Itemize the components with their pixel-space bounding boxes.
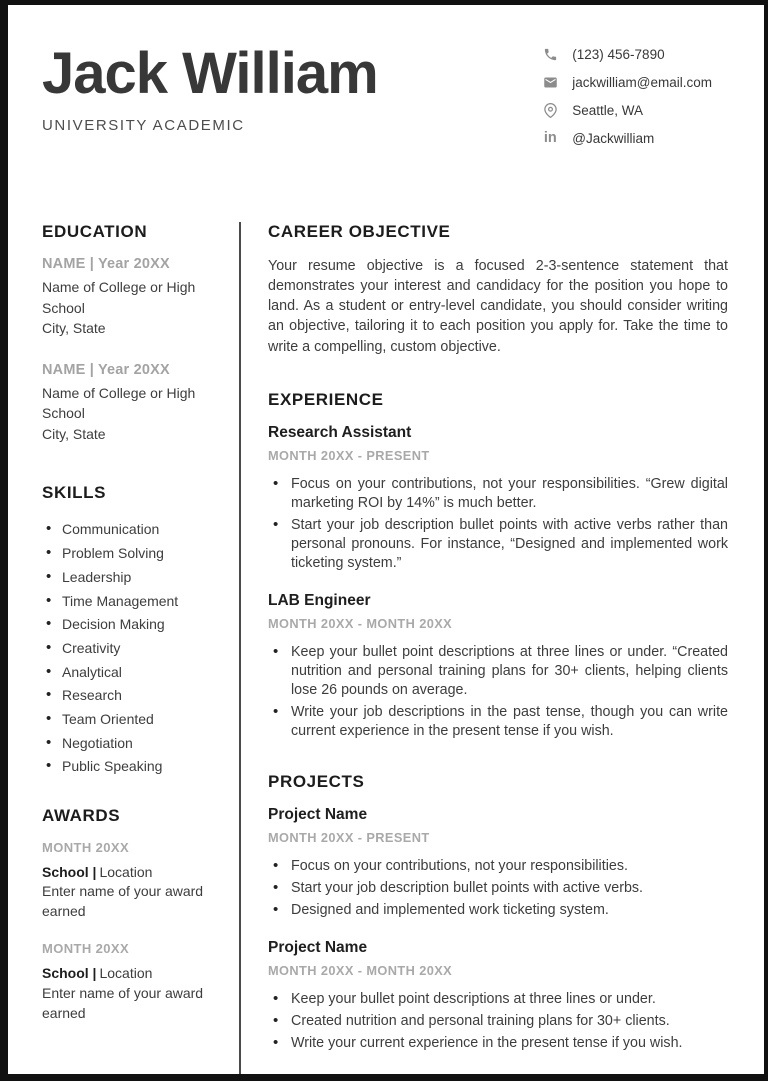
job-bullet: • Write your job descriptions in the past tense, though you can write current experience in the present tense if you wish. bbox=[268, 703, 728, 741]
projects-section bbox=[268, 772, 728, 1053]
skill-item: • Leadership bbox=[42, 568, 229, 586]
sidebar bbox=[8, 222, 239, 1080]
project-item bbox=[268, 806, 728, 920]
award-location: Location bbox=[99, 863, 153, 880]
project-bullets bbox=[268, 857, 728, 920]
project-title: Project Name bbox=[268, 805, 368, 823]
project-bullet: • Focus on your contributions, not your responsibilities. bbox=[268, 857, 728, 876]
skills-list bbox=[42, 520, 229, 775]
skill-item: • Team Oriented bbox=[42, 710, 229, 728]
skill-item: • Time Management bbox=[42, 592, 229, 610]
body-columns bbox=[8, 222, 764, 1080]
job-title: Research Assistant bbox=[268, 423, 412, 441]
project-bullet: • Created nutrition and personal training plans for 30+ clients. bbox=[268, 1012, 728, 1031]
skill-item: • Analytical bbox=[42, 663, 229, 681]
award-description: Enter name of your award earned bbox=[42, 883, 204, 920]
phone-icon bbox=[542, 47, 558, 63]
education-meta: NAME | Year 20XX bbox=[42, 361, 170, 378]
education-entry bbox=[42, 256, 229, 339]
experience-heading: EXPERIENCE bbox=[268, 389, 384, 409]
person-name: Jack William bbox=[42, 41, 378, 106]
award-location: Location bbox=[99, 965, 153, 982]
education-school: Name of College or High School bbox=[42, 384, 196, 422]
job-bullets bbox=[268, 643, 728, 741]
skills-section bbox=[42, 483, 229, 775]
project-title: Project Name bbox=[268, 938, 368, 956]
award-date: MONTH 20XX bbox=[42, 839, 130, 855]
contact-row-phone bbox=[542, 46, 712, 63]
job-bullet: • Focus on your contributions, not your responsibilities. “Grew digital marketing ROI by 14%” is much better. bbox=[268, 475, 728, 513]
location-text: Seattle, WA bbox=[572, 103, 644, 118]
job-bullet: • Keep your bullet point descriptions at three lines or under. “Created nutrition and personal training plans for 30+ clients, helping clients lose 26 pounds on average. bbox=[268, 643, 728, 700]
award-school: School | bbox=[42, 965, 97, 982]
project-bullet: • Designed and implemented work ticketing system. bbox=[268, 901, 728, 920]
objective-heading: CAREER OBJECTIVE bbox=[268, 222, 451, 241]
award-entry bbox=[42, 941, 229, 1024]
header bbox=[8, 5, 764, 182]
project-bullets bbox=[268, 990, 728, 1053]
award-description: Enter name of your award earned bbox=[42, 985, 204, 1021]
education-heading: EDUCATION bbox=[42, 222, 148, 241]
education-entry bbox=[42, 362, 229, 445]
skills-heading: SKILLS bbox=[42, 483, 107, 503]
phone-number: (123) 456-7890 bbox=[572, 47, 665, 62]
education-location: City, State bbox=[42, 425, 106, 442]
contact-row-email bbox=[542, 74, 712, 91]
linkedin-handle: @Jackwilliam bbox=[572, 131, 655, 146]
identity-block bbox=[42, 43, 378, 182]
contact-row-location bbox=[542, 102, 712, 119]
project-bullet: • Write your current experience in the present tense if you wish. bbox=[268, 1034, 728, 1053]
award-school-line bbox=[42, 964, 229, 984]
award-school-line bbox=[42, 863, 229, 883]
job-dates: MONTH 20XX - MONTH 20XX bbox=[268, 615, 453, 631]
skill-item: • Problem Solving bbox=[42, 544, 229, 562]
skill-item: • Public Speaking bbox=[42, 757, 229, 775]
objective-text: Your resume objective is a focused 2-3-sentence statement that demonstrates your interest and candidacy for the position you hope to land. As a student or entry-level candidate, you should consider writing an objective, tailoring it to each position you apply for. Take the time to write a compelling, custom objective. bbox=[268, 258, 728, 355]
skill-item: • Creativity bbox=[42, 639, 229, 657]
education-meta: NAME | Year 20XX bbox=[42, 256, 170, 272]
project-item bbox=[268, 939, 728, 1053]
location-icon bbox=[542, 103, 558, 119]
job-dates: MONTH 20XX - PRESENT bbox=[268, 447, 430, 463]
main-column bbox=[241, 222, 764, 1080]
skill-item: • Negotiation bbox=[42, 734, 229, 752]
awards-heading: AWARDS bbox=[42, 805, 121, 825]
email-address: jackwilliam@email.com bbox=[572, 75, 712, 90]
skill-item: • Communication bbox=[42, 520, 229, 538]
education-school: Name of College or High School bbox=[42, 279, 196, 316]
experience-section bbox=[268, 390, 728, 741]
award-date: MONTH 20XX bbox=[42, 941, 130, 957]
project-dates: MONTH 20XX - PRESENT bbox=[268, 829, 430, 845]
project-bullet: • Start your job description bullet points with active verbs. bbox=[268, 879, 728, 898]
objective-section bbox=[268, 222, 728, 357]
project-dates: MONTH 20XX - MONTH 20XX bbox=[268, 962, 453, 978]
experience-job bbox=[268, 424, 728, 573]
award-school: School | bbox=[42, 863, 97, 880]
skill-item: • Decision Making bbox=[42, 615, 229, 633]
job-bullets bbox=[268, 475, 728, 573]
person-title: UNIVERSITY ACADEMIC bbox=[42, 117, 245, 135]
job-bullet: • Start your job description bullet points with active verbs rather than personal pronouns. For instance, “Designed and implemented work ticketing system.” bbox=[268, 516, 728, 573]
skill-item: • Research bbox=[42, 686, 229, 704]
experience-job bbox=[268, 592, 728, 741]
linkedin-icon: in bbox=[543, 130, 557, 147]
email-icon bbox=[542, 75, 558, 91]
award-entry bbox=[42, 840, 229, 923]
contact-block bbox=[542, 43, 712, 182]
project-bullet: • Keep your bullet point descriptions at three lines or under. bbox=[268, 990, 728, 1009]
awards-section bbox=[42, 806, 229, 1024]
education-section bbox=[42, 222, 229, 444]
job-title: LAB Engineer bbox=[268, 591, 371, 609]
projects-heading: PROJECTS bbox=[268, 771, 365, 791]
education-location: City, State bbox=[42, 320, 106, 337]
contact-row-linkedin bbox=[542, 130, 712, 147]
